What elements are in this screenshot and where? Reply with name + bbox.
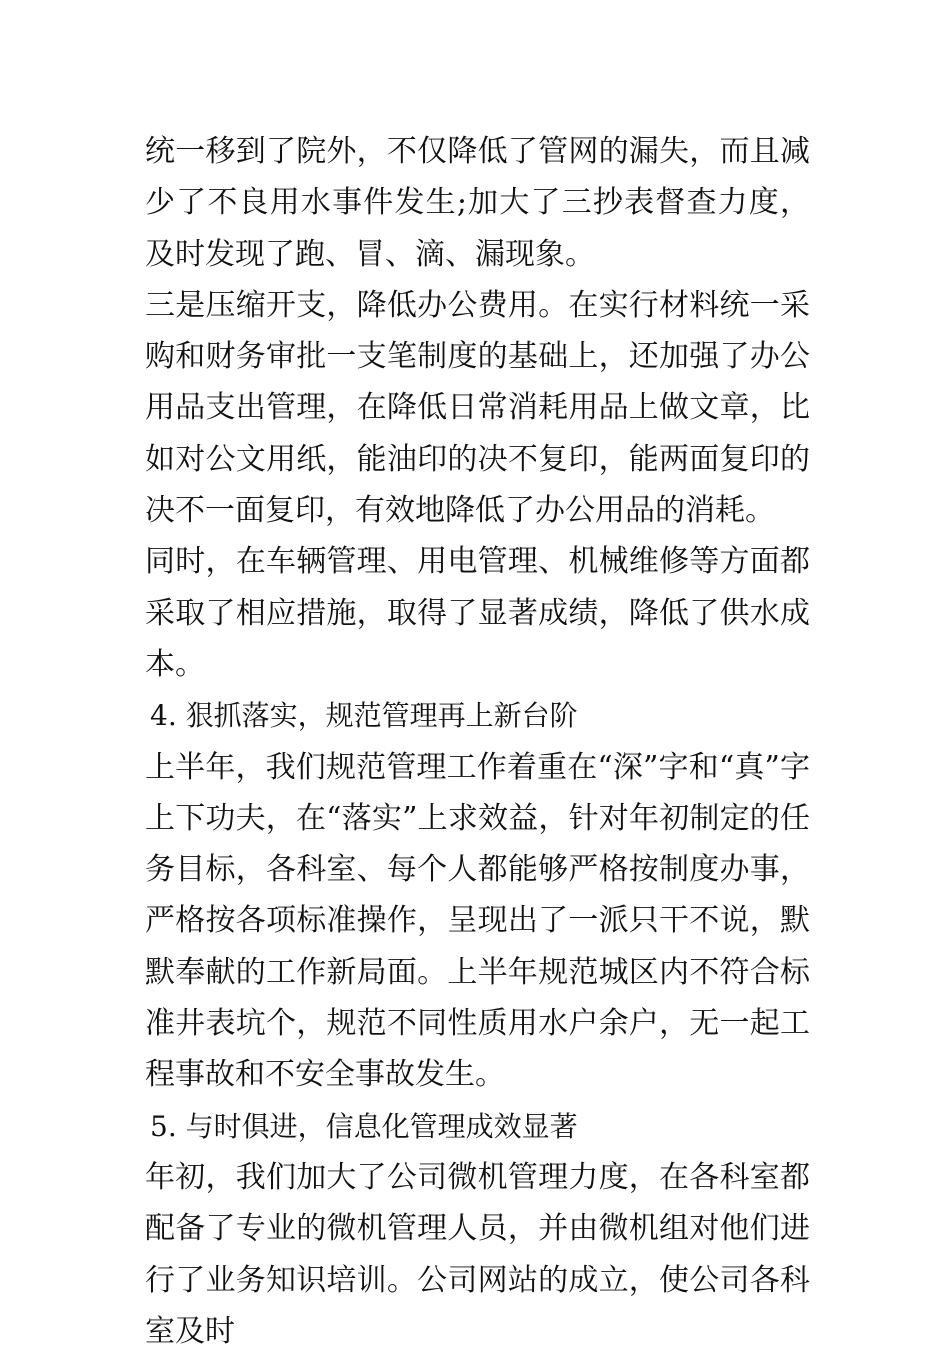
section-heading-5: 5. 与时俱进，信息化管理成效显著 xyxy=(150,1109,578,1143)
paragraph-informatization: 年初，我们加大了公司微机管理力度，在各科室都配备了专业的微机管理人员，并由微机组对他们进行了业务知识培训。公司网站的成立，使公司各科室及时 xyxy=(145,1159,810,1349)
paragraph-reduce-expenses: 三是压缩开支，降低办公费用。在实行材料统一采购和财务审批一支笔制度的基础上，还加强了办公用品支出管理，在降低日常消耗用品上做文章，比如对公文用纸，能油印的决不复印，能两面复印的决不一面复印，有效地降低了办公用品的消耗。 xyxy=(145,287,810,529)
paragraph-other-measures: 同时，在车辆管理、用电管理、机械维修等方面都采取了相应措施，取得了显著成绩，降低了供水成本。 xyxy=(145,544,810,682)
section-heading-4: 4. 狠抓落实，规范管理再上新台阶 xyxy=(150,699,578,733)
paragraph-standard-management: 上半年，我们规范管理工作着重在“深”字和“真”字上下功夫，在“落实”上求效益，针对年初制定的任务目标，各科室、每个人都能够严格按制度办事，严格按各项标准操作，呈现出了一派只干不说，默默奉献的工作新局面。上半年规范城区内不符合标准井表坑个，规范不同性质用水户余户，无一起工程事故和不安全事故发生。 xyxy=(145,749,810,1093)
document-body xyxy=(145,126,810,1357)
paragraph-water-loss: 统一移到了院外，不仅降低了管网的漏失，而且减少了不良用水事件发生;加大了三抄表督查力度，及时发现了跑、冒、滴、漏现象。 xyxy=(145,134,810,272)
